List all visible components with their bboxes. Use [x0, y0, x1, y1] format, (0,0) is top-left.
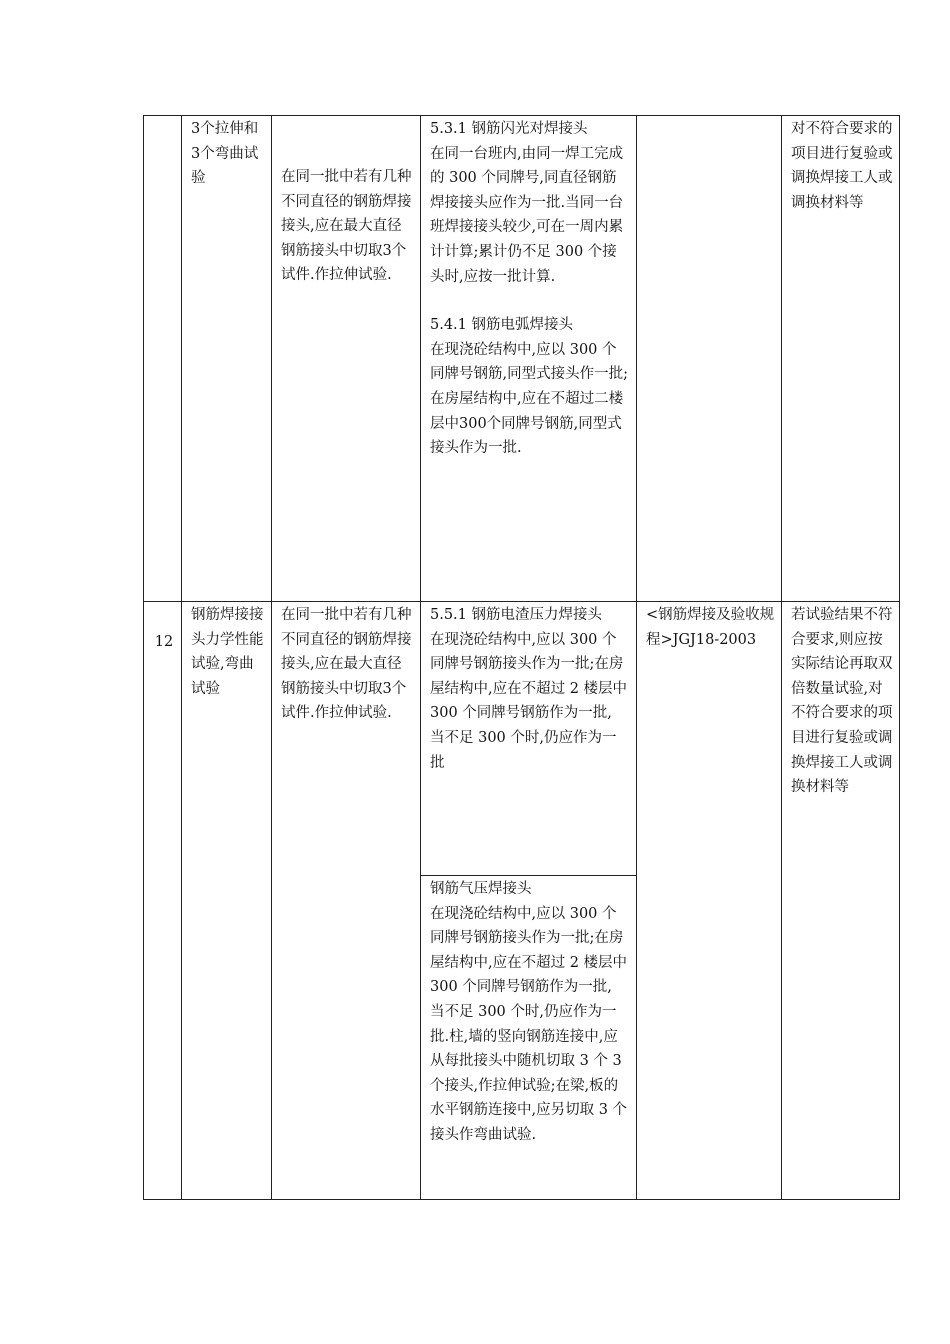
sampling-method: 在同一批中若有几种不同直径的钢筋焊接接头,应在最大直径钢筋接头中切取3个试件.作拉伸试验. — [272, 602, 421, 1200]
sampling-method: 在同一批中若有几种不同直径的钢筋焊接接头,应在最大直径钢筋接头中切取3个试件.作拉伸试验. — [272, 116, 421, 602]
batch-rule-text: 在现浇砼结构中,应以 300 个同牌号钢筋,同型式接头作一批; 在房屋结构中,应在不超过二楼层中300个同牌号钢筋,同型式接头作为一批. — [430, 341, 628, 457]
batch-rule-text: 在现浇砼结构中,应以 300 个同牌号钢筋接头作为一批;在房屋结构中,应在不超过 2 楼层中 300 个同牌号钢筋作为一批, 当不足 300 个时,仍应作为一批.柱,墙的竖向钢筋连接中,应从每批接头中随机切取 3 个 3 个接头,作拉伸试验;在梁,板的水平钢筋连接中,应另切取 3 个接头作弯曲试验. — [430, 905, 628, 1143]
remedy-measure: 对不符合要求的项目进行复验或调换焊接工人或调换材料等 — [782, 116, 900, 602]
table-row — [144, 116, 900, 602]
batch-rule-title: 钢筋气压焊接头 — [430, 881, 532, 897]
remedy-measure: 若试验结果不符合要求,则应按实际结论再取双倍数量试验,对不符合要求的项目进行复验或调换焊接工人或调换材料等 — [782, 602, 900, 1200]
standard-reference — [637, 116, 782, 602]
standard-reference: <钢筋焊接及验收规程>JGJ18-2003 — [637, 602, 782, 1200]
batch-rule-text: 在同一台班内,由同一焊工完成的 300 个同牌号,同直径钢筋焊接接头应作为一批.当同一台班焊接接头较少,可在一周内累计计算;累计仍不足 300 个接头时,应按一批计算. — [430, 145, 624, 285]
batch-rules — [421, 116, 637, 602]
batch-rule-title: 5.4.1 钢筋电弧焊接头 — [430, 317, 574, 334]
row-number: 12 — [144, 602, 182, 1200]
batch-rule-title: 5.5.1 钢筋电渣压力焊接头 — [430, 607, 603, 623]
test-item: 3个拉伸和3个弯曲试验 — [182, 116, 272, 602]
batch-rules — [421, 602, 637, 876]
batch-rule-text: 在现浇砼结构中,应以 300 个同牌号钢筋接头作为一批;在房屋结构中,应在不超过 2 楼层中 300 个同牌号钢筋作为一批, 当不足 300 个时,仍应作为一批 — [430, 631, 628, 771]
inspection-table — [143, 115, 900, 1200]
row-number — [144, 116, 182, 602]
test-item: 钢筋焊接接头力学性能试验,弯曲试验 — [182, 602, 272, 1200]
batch-rules — [421, 876, 637, 1200]
table-row — [144, 602, 900, 876]
batch-rule-title: 5.3.1 钢筋闪光对焊接头 — [430, 121, 588, 137]
